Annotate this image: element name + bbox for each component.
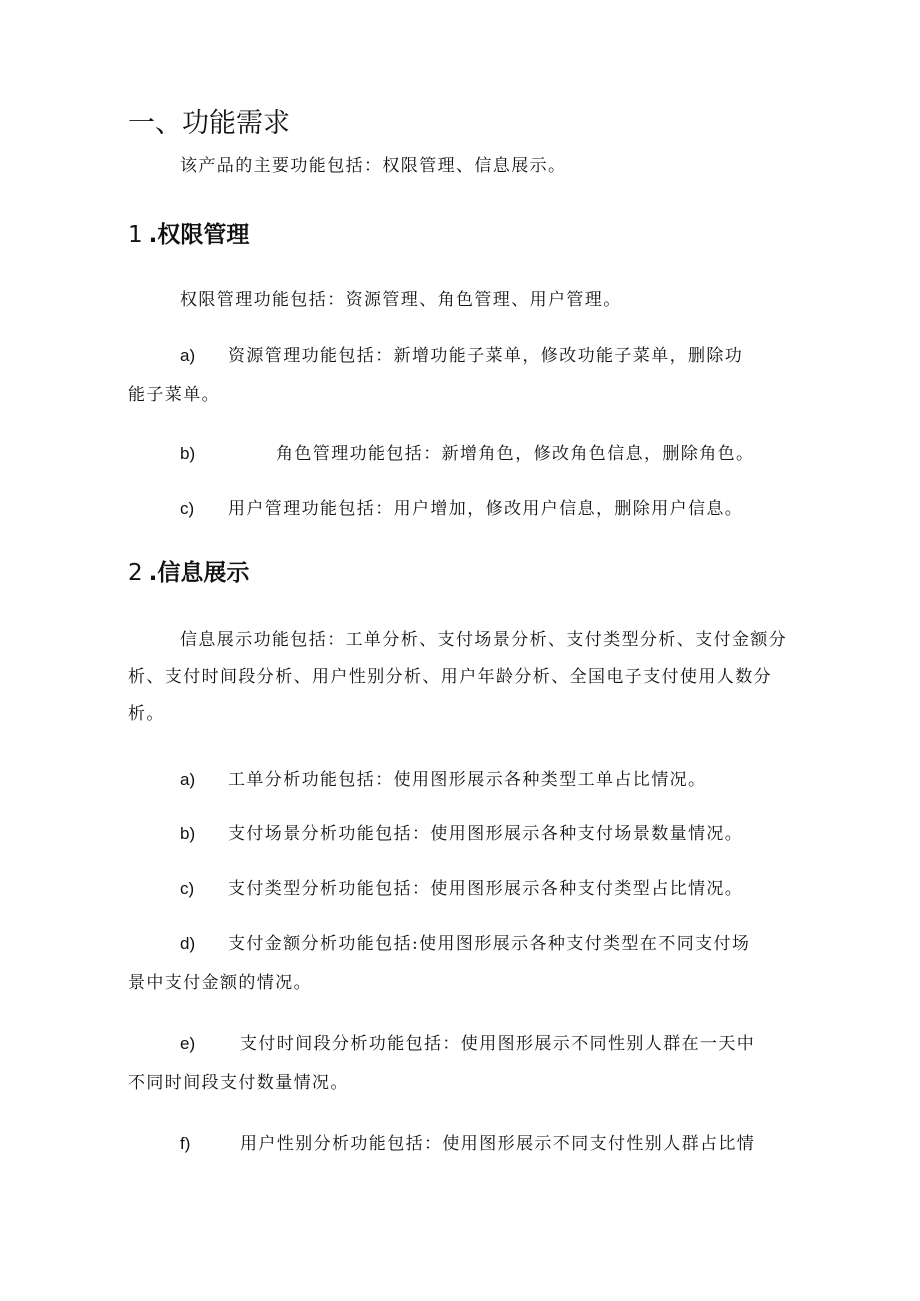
item-marker: b) — [180, 444, 196, 463]
info-title: .信息展示 — [148, 560, 250, 586]
section-number: 一、 — [128, 108, 182, 139]
item-marker: a) — [180, 770, 196, 789]
item-text: 资源管理功能包括：新增功能子菜单，修改功能子菜单，删除功 — [228, 346, 744, 366]
permission-heading — [128, 220, 249, 250]
item-marker: c) — [180, 499, 195, 518]
item-marker: a) — [180, 346, 196, 365]
item-text-continued: 不同时间段支付数量情况。 — [128, 1073, 349, 1093]
list-item — [128, 758, 804, 802]
item-text: 支付时间段分析功能包括：使用图形展示不同性别人群在一天中 — [240, 1034, 756, 1054]
item-marker: e) — [180, 1034, 196, 1053]
info-number: 2 — [128, 560, 143, 586]
item-text-continued: 景中支付金额的情况。 — [128, 973, 312, 993]
permission-intro: 权限管理功能包括：资源管理、角色管理、用户管理。 — [180, 290, 622, 310]
list-item — [128, 1022, 804, 1100]
item-marker: b) — [180, 824, 196, 843]
permission-title: .权限管理 — [148, 222, 250, 248]
list-item — [128, 1122, 804, 1166]
item-text: 用户性别分析功能包括：使用图形展示不同支付性别人群占比情 — [240, 1134, 756, 1154]
item-marker: d) — [180, 934, 196, 953]
section-heading — [128, 106, 290, 142]
item-text: 支付类型分析功能包括：使用图形展示各种支付类型占比情况。 — [228, 879, 744, 899]
list-item — [128, 432, 804, 476]
item-text-continued: 能子菜单。 — [128, 385, 220, 405]
item-text: 角色管理功能包括：新增角色，修改角色信息，删除角色。 — [276, 444, 755, 464]
list-item — [128, 334, 804, 412]
section-intro: 该产品的主要功能包括：权限管理、信息展示。 — [180, 156, 567, 176]
item-marker: c) — [180, 879, 195, 898]
list-item — [128, 487, 804, 531]
section-title: 功能需求 — [182, 108, 290, 139]
list-item — [128, 922, 804, 1000]
item-marker: f) — [180, 1134, 191, 1153]
permission-number: 1 — [128, 222, 143, 248]
info-heading — [128, 558, 249, 588]
info-intro: 信息展示功能包括：工单分析、支付场景分析、支付类型分析、支付金额分析、支付时间段分析、用户性别分析、用户年龄分析、全国电子支付使用人数分析。 — [128, 630, 788, 724]
item-text: 用户管理功能包括：用户增加，修改用户信息，删除用户信息。 — [228, 499, 744, 519]
list-item — [128, 812, 804, 856]
item-text: 支付金额分析功能包括:使用图形展示各种支付类型在不同支付场 — [228, 934, 751, 954]
item-text: 支付场景分析功能包括：使用图形展示各种支付场景数量情况。 — [228, 824, 744, 844]
item-text: 工单分析功能包括：使用图形展示各种类型工单占比情况。 — [228, 770, 707, 790]
list-item — [128, 867, 804, 911]
